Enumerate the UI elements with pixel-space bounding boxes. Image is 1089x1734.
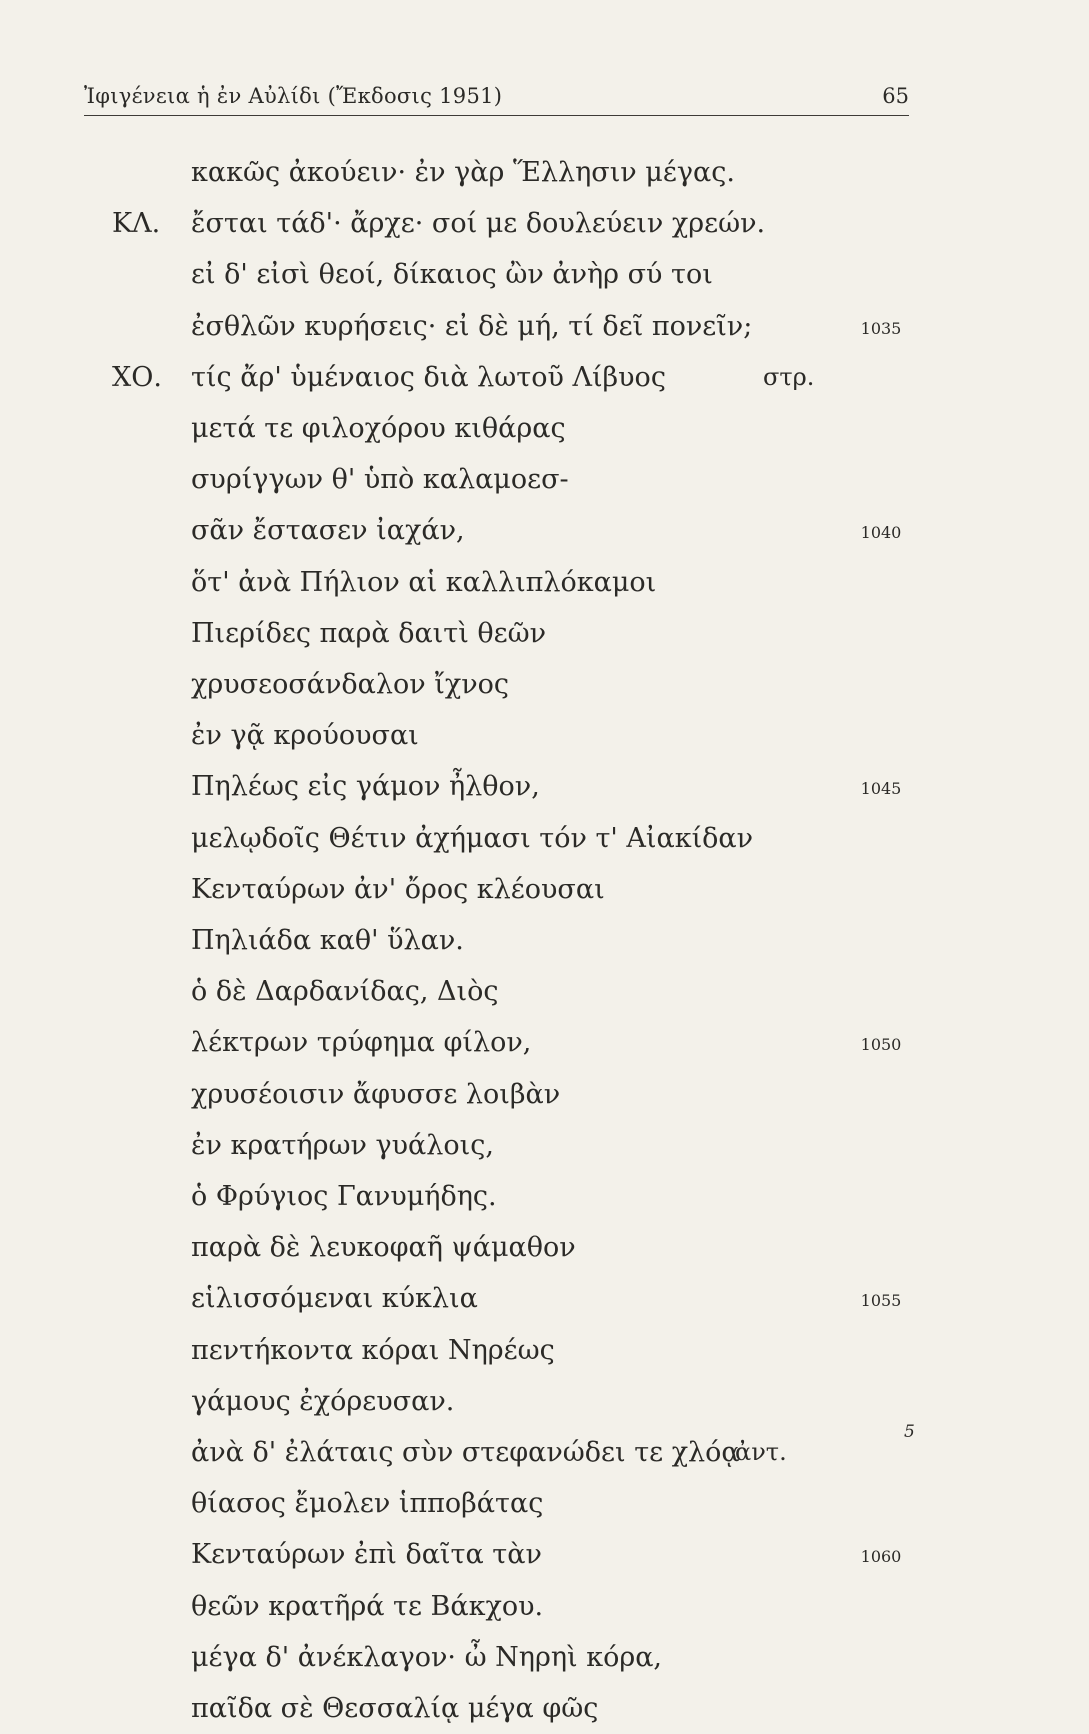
verse-text: μετά τε φιλοχόρου κιθάρας xyxy=(191,413,566,444)
verse-line xyxy=(0,1120,1089,1171)
verse-text: σᾶν ἔστασεν ἰαχάν, xyxy=(191,515,465,547)
verse-text: εἱλισσόμεναι κύκλια xyxy=(191,1283,478,1315)
verse-line xyxy=(0,1017,1089,1068)
verse-line xyxy=(0,147,1089,198)
verse-text: ἀνὰ δ' ἐλάταις σὺν στεφανώδει τε χλόᾳ xyxy=(191,1437,740,1468)
verse-text: Κενταύρων ἀν' ὄρος κλέουσαι xyxy=(191,873,605,905)
speaker-label: ΧΟ. xyxy=(112,361,162,393)
verse-text: μέγα δ' ἀνέκλαγον· ὦ Νηρηὶ κόρα, xyxy=(191,1641,663,1673)
verse-line xyxy=(0,352,1089,403)
verse-text: Πηλιάδα καθ' ὕλαν. xyxy=(191,925,464,956)
verse-text: τίς ἄρ' ὑμέναιος διὰ λωτοῦ Λίβυος xyxy=(191,361,666,393)
verse-line xyxy=(0,1171,1089,1222)
verse-text: Κενταύρων ἐπὶ δαῖτα τὰν xyxy=(191,1539,542,1571)
verse-line xyxy=(0,1222,1089,1273)
strophe-mark: στρ. xyxy=(763,362,815,391)
verse-line xyxy=(0,608,1089,659)
verse-text: γάμους ἐχόρευσαν. xyxy=(191,1385,455,1417)
verse-text: ἔσται τάδ'· ἄρχε· σοί με δουλεύειν χρεών. xyxy=(191,208,766,240)
verse-line xyxy=(0,1529,1089,1580)
verse-line xyxy=(0,1069,1089,1120)
verse-line xyxy=(0,198,1089,249)
verse-line xyxy=(0,1683,1089,1734)
verse-line xyxy=(0,864,1089,915)
verse-line xyxy=(0,710,1089,761)
verse-line xyxy=(0,301,1089,352)
verse-text: ἐν γᾷ κρούουσαι xyxy=(191,720,419,752)
verse-text: κακῶς ἀκούειν· ἐν γὰρ Ἕλλησιν μέγας. xyxy=(191,157,735,188)
verse-line xyxy=(0,1273,1089,1324)
line-number: 1055 xyxy=(860,1291,902,1311)
line-number: 1060 xyxy=(860,1547,902,1567)
verse-text: μελῳδοῖς Θέτιν ἀχήμασι τόν τ' Αἰακίδαν xyxy=(191,822,754,854)
page-number: 65 xyxy=(882,84,909,108)
line-number: 1035 xyxy=(860,318,902,338)
strophe-mark: ἀντ. xyxy=(735,1438,787,1466)
line-number: 1050 xyxy=(860,1035,902,1055)
verse-text: πεντήκοντα κόραι Νηρέως xyxy=(191,1334,555,1366)
verse-line xyxy=(0,454,1089,505)
verse-line xyxy=(0,966,1089,1017)
verse-text: χρυσεοσάνδαλον ἴχνος xyxy=(191,669,509,700)
verse-text: παρὰ δὲ λευκοφαῆ ψάμαθον xyxy=(191,1232,576,1264)
verse-line xyxy=(0,1427,1089,1478)
verse-line xyxy=(0,403,1089,454)
verse-line xyxy=(0,761,1089,812)
verse-line xyxy=(0,915,1089,966)
verse-line xyxy=(0,1478,1089,1529)
verse-text: ὁ Φρύγιος Γανυμήδης. xyxy=(191,1181,497,1212)
verse-text: Πιερίδες παρὰ δαιτὶ θεῶν xyxy=(191,617,547,649)
header-title: Ἰφιγένεια ἡ ἐν Αὐλίδι (Ἔκδοσις 1951) xyxy=(84,84,503,108)
signature-mark: 5 xyxy=(904,1422,915,1442)
verse-text: ὅτ' ἀνὰ Πήλιον αἱ καλλιπλόκαμοι xyxy=(191,566,657,598)
verse-text: εἰ δ' εἰσὶ θεοί, δίκαιος ὢν ἀνὴρ σύ τοι xyxy=(191,259,713,291)
verse-text: παῖδα σὲ Θεσσαλίᾳ μέγα φῶς xyxy=(191,1693,599,1724)
speaker-label: ΚΛ. xyxy=(112,208,161,240)
verse-text: Πηλέως εἰς γάμον ἦλθον, xyxy=(191,771,540,803)
verse-line xyxy=(0,505,1089,556)
verse-text: ἐν κρατήρων γυάλοις, xyxy=(191,1129,494,1161)
verse-line xyxy=(0,557,1089,608)
verse-text: ὁ δὲ Δαρδανίδας, Διὸς xyxy=(191,976,499,1008)
verse-line xyxy=(0,1632,1089,1683)
verse-line xyxy=(0,1325,1089,1376)
verse-line xyxy=(0,659,1089,710)
verse-line xyxy=(0,1376,1089,1427)
verse-line xyxy=(0,813,1089,864)
line-number: 1045 xyxy=(860,779,902,799)
line-number: 1040 xyxy=(860,523,902,543)
verse-line xyxy=(0,249,1089,300)
verse-text: συρίγγων θ' ὑπὸ καλαμοεσ- xyxy=(191,464,569,496)
verse-line xyxy=(0,1581,1089,1632)
verse-text: θίασος ἔμολεν ἱπποβάτας xyxy=(191,1488,544,1520)
verse-text: χρυσέοισιν ἄφυσσε λοιβὰν xyxy=(191,1078,561,1110)
verse-text: ἐσθλῶν κυρήσεις· εἰ δὲ μή, τί δεῖ πονεῖν; xyxy=(191,310,753,342)
verse-text: θεῶν κρατῆρά τε Βάκχου. xyxy=(191,1590,544,1622)
verse-text: λέκτρων τρύφημα φίλον, xyxy=(191,1027,532,1059)
